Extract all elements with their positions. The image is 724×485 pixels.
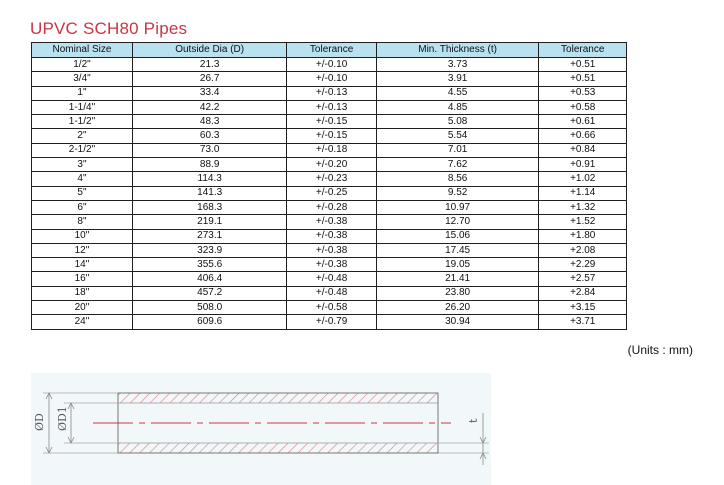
cell-thickness-tolerance: +1.80 bbox=[539, 229, 627, 243]
table-row bbox=[32, 86, 627, 100]
table-row bbox=[32, 172, 627, 186]
cell-min-thickness: 23.80 bbox=[376, 286, 539, 300]
cell-nominal-size: 1/2" bbox=[32, 58, 133, 72]
cell-min-thickness: 10.97 bbox=[376, 200, 539, 214]
cell-nominal-size: 2-1/2" bbox=[32, 143, 133, 157]
cell-min-thickness: 12.70 bbox=[376, 215, 539, 229]
cell-min-thickness: 4.85 bbox=[376, 100, 539, 114]
cell-nominal-size: 6" bbox=[32, 200, 133, 214]
cell-nominal-size: 3/4" bbox=[32, 72, 133, 86]
col-header-dia-tolerance: Tolerance bbox=[287, 43, 376, 58]
table-row bbox=[32, 315, 627, 329]
cell-dia-tolerance: +/-0.15 bbox=[287, 115, 376, 129]
cell-dia-tolerance: +/-0.13 bbox=[287, 86, 376, 100]
cell-outside-dia: 457.2 bbox=[132, 286, 286, 300]
cell-outside-dia: 168.3 bbox=[132, 200, 286, 214]
cell-min-thickness: 5.54 bbox=[376, 129, 539, 143]
table-header-row bbox=[32, 43, 627, 58]
table-row bbox=[32, 115, 627, 129]
cell-dia-tolerance: +/-0.48 bbox=[287, 272, 376, 286]
table-row bbox=[32, 243, 627, 257]
cell-nominal-size: 1" bbox=[32, 86, 133, 100]
cell-thickness-tolerance: +0.58 bbox=[539, 100, 627, 114]
cell-min-thickness: 5.08 bbox=[376, 115, 539, 129]
cell-min-thickness: 26.20 bbox=[376, 301, 539, 315]
cell-nominal-size: 8" bbox=[32, 215, 133, 229]
label-thickness: t bbox=[467, 418, 480, 423]
cell-dia-tolerance: +/-0.38 bbox=[287, 229, 376, 243]
table-row bbox=[32, 72, 627, 86]
table-row bbox=[32, 301, 627, 315]
cell-outside-dia: 406.4 bbox=[132, 272, 286, 286]
cell-outside-dia: 88.9 bbox=[132, 158, 286, 172]
cell-nominal-size: 1-1/2" bbox=[32, 115, 133, 129]
cell-nominal-size: 4" bbox=[32, 172, 133, 186]
col-header-thickness-tolerance: Tolerance bbox=[539, 43, 627, 58]
cell-thickness-tolerance: +1.52 bbox=[539, 215, 627, 229]
cell-dia-tolerance: +/-0.28 bbox=[287, 200, 376, 214]
cell-min-thickness: 4.55 bbox=[376, 86, 539, 100]
cell-nominal-size: 2" bbox=[32, 129, 133, 143]
cell-outside-dia: 42.2 bbox=[132, 100, 286, 114]
cell-dia-tolerance: +/-0.38 bbox=[287, 258, 376, 272]
cell-thickness-tolerance: +2.84 bbox=[539, 286, 627, 300]
cell-min-thickness: 8.56 bbox=[376, 172, 539, 186]
cell-thickness-tolerance: +2.08 bbox=[539, 243, 627, 257]
pipe-spec-table bbox=[31, 42, 627, 330]
cell-thickness-tolerance: +0.91 bbox=[539, 158, 627, 172]
cell-dia-tolerance: +/-0.79 bbox=[287, 315, 376, 329]
table-row bbox=[32, 272, 627, 286]
table-row bbox=[32, 58, 627, 72]
cell-dia-tolerance: +/-0.48 bbox=[287, 286, 376, 300]
table-body bbox=[32, 58, 627, 330]
cell-outside-dia: 355.6 bbox=[132, 258, 286, 272]
table-row bbox=[32, 129, 627, 143]
cell-nominal-size: 18" bbox=[32, 286, 133, 300]
cell-outside-dia: 114.3 bbox=[132, 172, 286, 186]
cell-nominal-size: 14" bbox=[32, 258, 133, 272]
pipe-bottom-wall bbox=[118, 443, 438, 453]
cell-thickness-tolerance: +1.14 bbox=[539, 186, 627, 200]
cell-dia-tolerance: +/-0.13 bbox=[287, 100, 376, 114]
cell-min-thickness: 3.73 bbox=[376, 58, 539, 72]
cell-nominal-size: 12" bbox=[32, 243, 133, 257]
cell-outside-dia: 26.7 bbox=[132, 72, 286, 86]
label-inner-diameter: ØD1 bbox=[56, 406, 69, 431]
cell-nominal-size: 20" bbox=[32, 301, 133, 315]
table-row bbox=[32, 258, 627, 272]
table-row bbox=[32, 286, 627, 300]
cell-thickness-tolerance: +0.53 bbox=[539, 86, 627, 100]
cell-outside-dia: 73.0 bbox=[132, 143, 286, 157]
cell-outside-dia: 609.6 bbox=[132, 315, 286, 329]
cell-outside-dia: 273.1 bbox=[132, 229, 286, 243]
cell-dia-tolerance: +/-0.38 bbox=[287, 215, 376, 229]
cell-dia-tolerance: +/-0.23 bbox=[287, 172, 376, 186]
pipe-drawing-svg bbox=[31, 373, 491, 485]
cell-outside-dia: 48.3 bbox=[132, 115, 286, 129]
pipe-cross-section-drawing bbox=[31, 373, 491, 485]
cell-thickness-tolerance: +2.57 bbox=[539, 272, 627, 286]
cell-min-thickness: 19.05 bbox=[376, 258, 539, 272]
cell-thickness-tolerance: +0.51 bbox=[539, 58, 627, 72]
table-row bbox=[32, 186, 627, 200]
cell-dia-tolerance: +/-0.18 bbox=[287, 143, 376, 157]
cell-nominal-size: 3" bbox=[32, 158, 133, 172]
cell-min-thickness: 7.62 bbox=[376, 158, 539, 172]
cell-dia-tolerance: +/-0.10 bbox=[287, 72, 376, 86]
cell-thickness-tolerance: +1.32 bbox=[539, 200, 627, 214]
cell-nominal-size: 24" bbox=[32, 315, 133, 329]
cell-outside-dia: 33.4 bbox=[132, 86, 286, 100]
cell-min-thickness: 30.94 bbox=[376, 315, 539, 329]
cell-dia-tolerance: +/-0.15 bbox=[287, 129, 376, 143]
table-row bbox=[32, 200, 627, 214]
cell-dia-tolerance: +/-0.58 bbox=[287, 301, 376, 315]
cell-thickness-tolerance: +2.29 bbox=[539, 258, 627, 272]
cell-outside-dia: 219.1 bbox=[132, 215, 286, 229]
cell-outside-dia: 60.3 bbox=[132, 129, 286, 143]
cell-dia-tolerance: +/-0.20 bbox=[287, 158, 376, 172]
cell-min-thickness: 9.52 bbox=[376, 186, 539, 200]
cell-dia-tolerance: +/-0.25 bbox=[287, 186, 376, 200]
col-header-nominal-size: Nominal Size bbox=[32, 43, 133, 58]
cell-nominal-size: 16" bbox=[32, 272, 133, 286]
cell-outside-dia: 323.9 bbox=[132, 243, 286, 257]
cell-thickness-tolerance: +3.15 bbox=[539, 301, 627, 315]
cell-thickness-tolerance: +0.61 bbox=[539, 115, 627, 129]
cell-outside-dia: 141.3 bbox=[132, 186, 286, 200]
cell-min-thickness: 21.41 bbox=[376, 272, 539, 286]
label-outer-diameter: ØD bbox=[33, 413, 46, 431]
cell-nominal-size: 1-1/4" bbox=[32, 100, 133, 114]
cell-thickness-tolerance: +0.66 bbox=[539, 129, 627, 143]
units-note: (Units : mm) bbox=[627, 343, 693, 357]
cell-dia-tolerance: +/-0.10 bbox=[287, 58, 376, 72]
table-row bbox=[32, 158, 627, 172]
cell-outside-dia: 508.0 bbox=[132, 301, 286, 315]
cell-thickness-tolerance: +0.84 bbox=[539, 143, 627, 157]
cell-nominal-size: 10" bbox=[32, 229, 133, 243]
table-row bbox=[32, 215, 627, 229]
page-title: UPVC SCH80 Pipes bbox=[30, 19, 188, 39]
pipe-top-wall bbox=[118, 393, 438, 403]
col-header-outside-dia: Outside Dia (D) bbox=[132, 43, 286, 58]
table-row bbox=[32, 229, 627, 243]
col-header-min-thickness: Min. Thickness (t) bbox=[376, 43, 539, 58]
cell-thickness-tolerance: +1.02 bbox=[539, 172, 627, 186]
cell-min-thickness: 3.91 bbox=[376, 72, 539, 86]
table-row bbox=[32, 143, 627, 157]
table-row bbox=[32, 100, 627, 114]
cell-nominal-size: 5" bbox=[32, 186, 133, 200]
cell-outside-dia: 21.3 bbox=[132, 58, 286, 72]
cell-thickness-tolerance: +0.51 bbox=[539, 72, 627, 86]
cell-thickness-tolerance: +3.71 bbox=[539, 315, 627, 329]
cell-min-thickness: 17.45 bbox=[376, 243, 539, 257]
cell-dia-tolerance: +/-0.38 bbox=[287, 243, 376, 257]
cell-min-thickness: 7.01 bbox=[376, 143, 539, 157]
cell-min-thickness: 15.06 bbox=[376, 229, 539, 243]
